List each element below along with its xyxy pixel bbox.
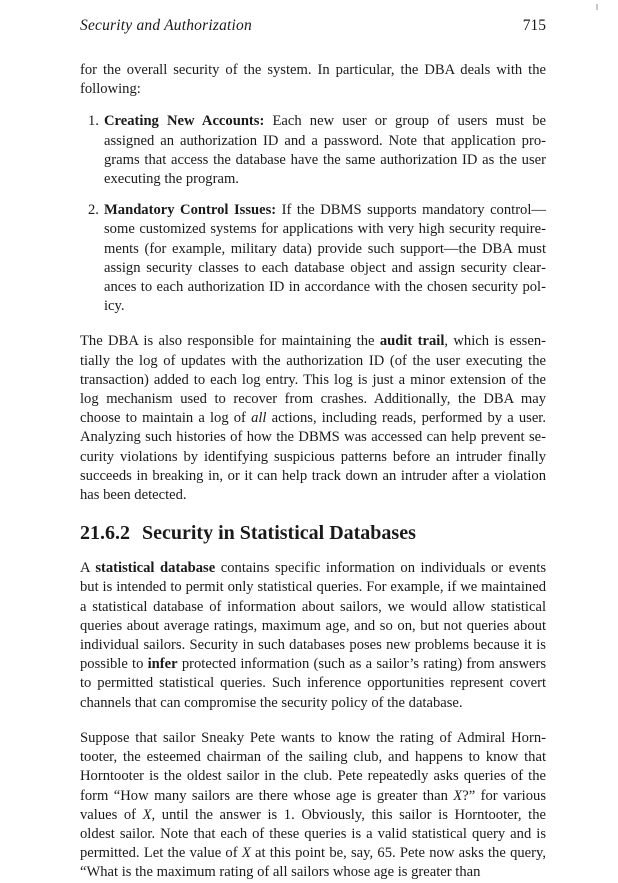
emphasis-all: all <box>251 410 267 427</box>
list-item-term: Mandatory Control Issues: <box>104 202 277 219</box>
list-item-text: If the DBMS supports mandatory control—some customized systems for applications with very high security requirements (for example, military data) provide such support—the DBA must assign security classes to each database object and assign security clearances to each authorization ID in accordance with the chosen security policy. <box>104 202 546 315</box>
intro-paragraph: for the overall security of the system. In particular, the DBA deals with the following: <box>80 62 546 98</box>
audit-trail-paragraph <box>80 332 546 505</box>
scan-artifact-mark <box>596 4 598 10</box>
list-item <box>80 201 546 316</box>
sneaky-pete-paragraph <box>80 729 546 883</box>
running-title: Security and Authorization <box>80 17 252 34</box>
statistical-database-paragraph <box>80 559 546 713</box>
list-item <box>80 112 546 189</box>
text-run: , which is essentially the log of updates with the authorization ID (of the user executing the transaction) added to each log entry. This log is just a minor extension of the log mechanism used to recover from crashes. Additionally, the DBA may choose to maintain a log of <box>80 333 546 427</box>
section-heading <box>80 521 546 545</box>
list-item-number: 1. <box>88 113 99 130</box>
term-statistical-database: statistical database <box>95 560 216 577</box>
text-run: actions, including reads, performed by a user. Analyzing such histories of how the DBMS was accessed can help prevent security violations by identifying suspicious patterns before an intruder finally succeeds in breaking in, or it can help track down an intruder after a violation has been detected. <box>80 410 546 504</box>
text-run: at this point be, say, 65. Pete now asks the query, “What is the maximum rating of all sailors whose age is greater than <box>80 845 546 881</box>
text-run: ?” for various values of <box>80 787 546 823</box>
body-text <box>80 61 546 883</box>
list-item-term: Creating New Accounts: <box>104 113 265 130</box>
text-run: A <box>80 560 96 577</box>
section-title: Security in Statistical Databases <box>142 522 416 545</box>
math-variable-x: X <box>241 845 251 862</box>
dba-duties-list <box>80 112 546 316</box>
page-number: 715 <box>522 17 546 34</box>
text-run: The DBA is also responsible for maintaining the <box>80 333 380 350</box>
text-run: Suppose that sailor Sneaky Pete wants to know the rating of Admiral Horntooter, the esteemed chairman of the sailing club, and happens to know that Horntooter is the oldest sailor in the club. Pete repeatedly asks queries of the form “How many sailors are there whose age is greater than <box>80 729 546 804</box>
text-run: contains specific information on individuals or events but is intended to permit only statistical queries. For example, if we maintained a statistical database of information about sailors, we would allow statistical queries about average ratings, maximum age, and so on, but not queries about individual sailors. Security in such databases poses new problems because it is possible to <box>80 560 546 673</box>
list-item-text: Each new user or group of users must be assigned an authorization ID and a password. Note that application programs that access the database have the same authorization ID as the user executing the program. <box>104 113 547 188</box>
term-audit-trail: audit trail <box>379 333 445 350</box>
section-number: 21.6.2 <box>80 522 130 545</box>
math-variable-x: X <box>142 806 152 823</box>
math-variable-x: X <box>453 787 463 804</box>
term-infer: infer <box>147 656 178 673</box>
running-header <box>80 17 546 39</box>
list-item-number: 2. <box>88 202 99 219</box>
text-run: , until the answer is 1. Obviously, this sailor is Horntooter, the oldest sailor. Note that each of these queries is a valid statistical query and is permitted. Let the value of <box>80 806 546 862</box>
text-run: protected information (such as a sailor’s rating) from answers to permitted statistical queries. Such inference opportunities represent covert channels that can compromise the security policy of the database. <box>80 656 546 711</box>
